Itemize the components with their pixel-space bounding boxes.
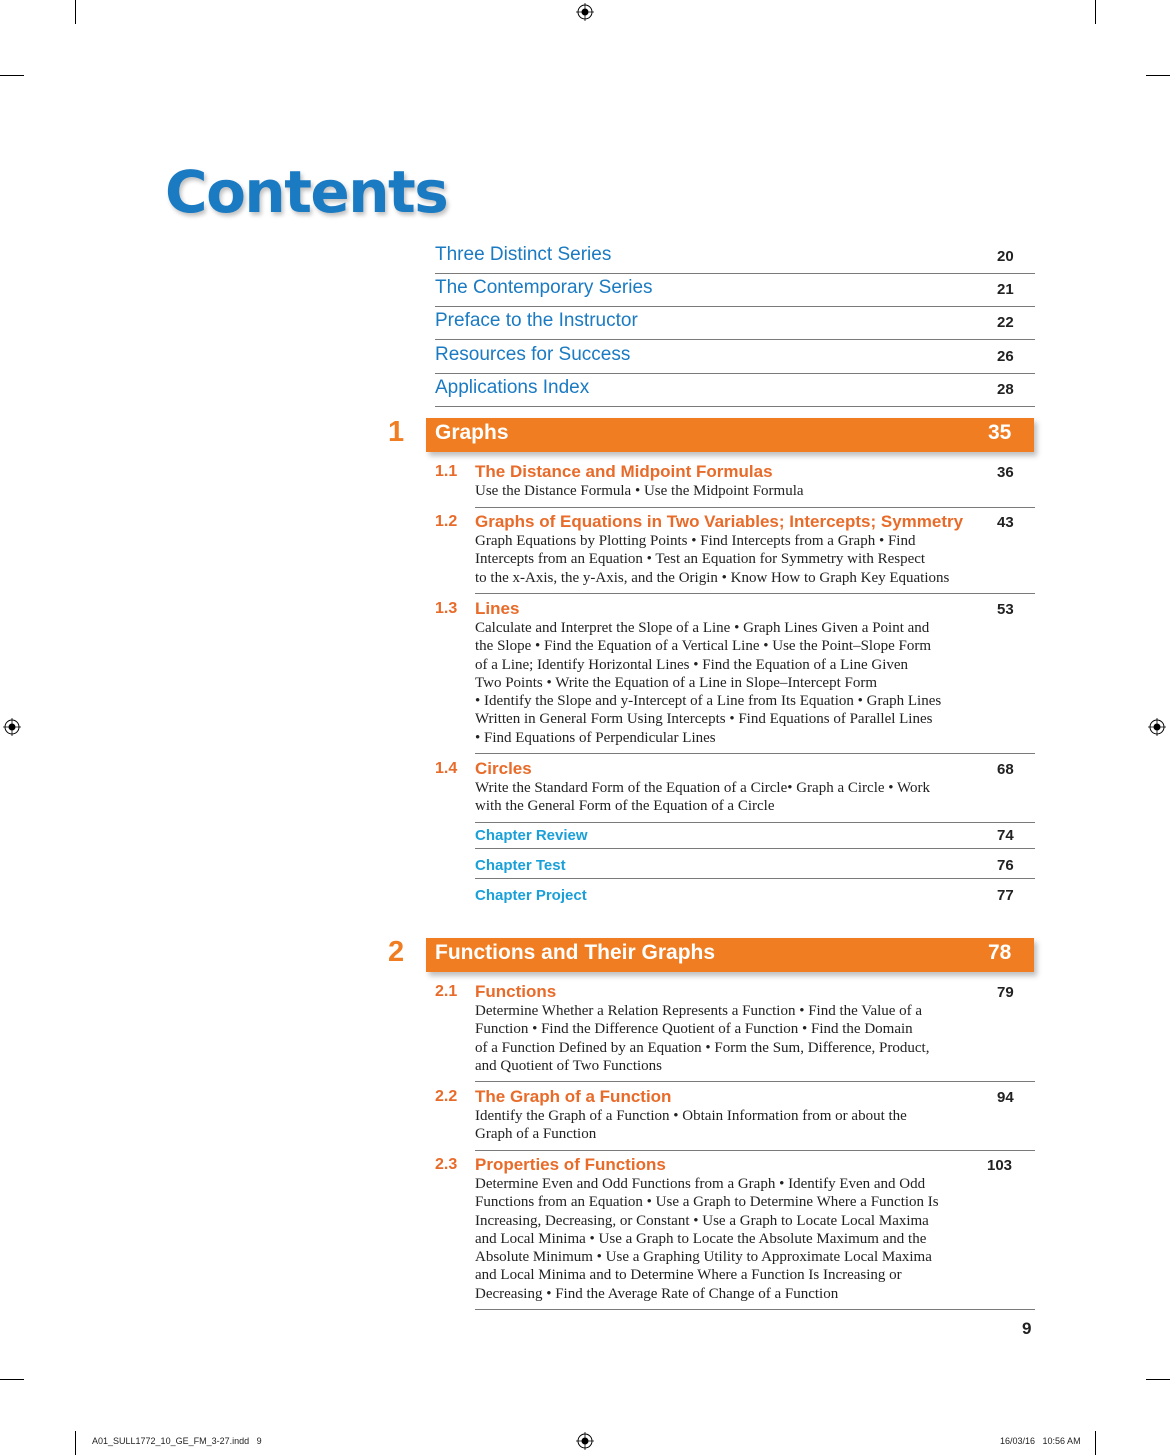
section-title: Lines: [475, 599, 520, 618]
section-page: 36: [997, 464, 1014, 481]
section-title: Functions: [475, 982, 557, 1001]
section-page: 53: [997, 601, 1014, 618]
divider: [475, 753, 1035, 754]
toc-front-label: The Contemporary Series: [435, 277, 653, 298]
chapter-number: 2: [388, 936, 405, 968]
section-page: 103: [987, 1157, 1013, 1174]
divider: [475, 1309, 1035, 1310]
divider: [475, 878, 1035, 879]
registration-mark-icon: [576, 3, 594, 21]
slug-file: A01_SULL1772_10_GE_FM_3-27.indd 9: [92, 1436, 262, 1446]
chapter-extra-label: Chapter Project: [475, 887, 587, 904]
toc-front-item[interactable]: [435, 340, 1035, 374]
section-description: Write the Standard Form of the Equation of a Circle• Graph a Circle • Work with the General Form of the Equation of a Circle: [475, 780, 930, 815]
chapter-extra-page: 76: [997, 857, 1014, 874]
section-page: 43: [997, 514, 1014, 531]
crop-mark: [75, 0, 76, 24]
toc-front-page: 21: [997, 281, 1014, 298]
toc-front-page: 26: [997, 348, 1014, 365]
chapter-extra-page: 77: [997, 887, 1014, 904]
section-number: 2.3: [435, 1156, 458, 1173]
toc-front-item[interactable]: [435, 306, 1035, 340]
toc-front-item[interactable]: [435, 373, 1035, 407]
crop-mark: [1095, 1431, 1096, 1455]
divider: [475, 1150, 1035, 1151]
divider: [475, 1081, 1035, 1082]
page-title: Contents: [165, 158, 448, 226]
section-number: 2.2: [435, 1088, 458, 1105]
crop-mark: [0, 1379, 24, 1380]
toc-front-label: Preface to the Instructor: [435, 310, 638, 331]
registration-mark-icon: [576, 1432, 594, 1450]
section-page: 68: [997, 761, 1014, 778]
chapter-page: 35: [988, 421, 1012, 444]
toc-front-item[interactable]: [435, 240, 1035, 274]
toc-front-label: Three Distinct Series: [435, 244, 612, 265]
chapter-extra-label: Chapter Review: [475, 827, 588, 844]
divider: [475, 822, 1035, 823]
registration-mark-icon: [3, 718, 21, 736]
section-page: 94: [997, 1089, 1014, 1106]
crop-mark: [0, 75, 24, 76]
crop-mark: [1146, 1379, 1170, 1380]
chapter-extra-label: Chapter Test: [475, 857, 566, 874]
section-number: 1.2: [435, 513, 458, 530]
toc-front-label: Resources for Success: [435, 344, 631, 365]
section-description: Use the Distance Formula • Use the Midpoint Formula: [475, 483, 804, 499]
page-number: 9: [1022, 1319, 1032, 1338]
section-description: Determine Even and Odd Functions from a Graph • Identify Even and Odd Functions from an Equation • Use a Graph to Determine Where a Function Is Increasing, Decreasing, or Constant • Use a Graph to Locate Local Maxima and Local Minima • Use a Graph to Locate the Absolute Maximum and the Absolute Minimum • Use a Graphing Utility to Approximate Local Maxima and Local Minima and to Determine Where a Function Is Increasing or Decreasing • Find the Average Rate of Change of a Function: [475, 1176, 939, 1302]
slug-timestamp: 16/03/16 10:56 AM: [1000, 1436, 1081, 1446]
section-page: 79: [997, 984, 1014, 1001]
section-title: The Graph of a Function: [475, 1087, 672, 1106]
section-description: Determine Whether a Relation Represents a Function • Find the Value of a Function • Find the Difference Quotient of a Function • Find the Domain of a Function Defined by an Equation • Form the Sum, Difference, Product, and Quotient of Two Functions: [475, 1003, 930, 1074]
crop-mark: [1095, 0, 1096, 24]
crop-mark: [1146, 75, 1170, 76]
divider: [475, 848, 1035, 849]
crop-mark: [75, 1431, 76, 1455]
toc-front-page: 22: [997, 314, 1014, 331]
chapter-title: Graphs: [435, 421, 509, 444]
section-number: 2.1: [435, 983, 458, 1000]
chapter-title: Functions and Their Graphs: [435, 941, 716, 964]
registration-mark-icon: [1148, 718, 1166, 736]
section-title: Graphs of Equations in Two Variables; Intercepts; Symmetry: [475, 512, 964, 531]
section-title: Properties of Functions: [475, 1155, 666, 1174]
chapter-page: 78: [988, 941, 1012, 964]
toc-front-label: Applications Index: [435, 377, 590, 398]
section-description: Identify the Graph of a Function • Obtain Information from or about the Graph of a Function: [475, 1108, 907, 1143]
chapter-header[interactable]: [426, 418, 1034, 452]
toc-front-item[interactable]: [435, 273, 1035, 307]
section-description: Graph Equations by Plotting Points • Find Intercepts from a Graph • Find Intercepts from an Equation • Test an Equation for Symmetry with Respect to the x-Axis, the y-Axis, and the Origin • Know How to Graph Key Equations: [475, 533, 950, 586]
section-number: 1.1: [435, 463, 458, 480]
section-description: Calculate and Interpret the Slope of a Line • Graph Lines Given a Point and the Slope • Find the Equation of a Vertical Line • Use the Point–Slope Form of a Line; Identify Horizontal Lines • Find the Equation of a Line Given Two Points • Write the Equation of a Line in Slope–Intercept Form • Identify the Slope and y-Intercept of a Line from Its Equation • Graph Lines Written in General Form Using Intercepts • Find Equations of Parallel Lines • Find Equations of Perpendicular Lines: [475, 620, 942, 746]
section-number: 1.4: [435, 760, 458, 777]
section-number: 1.3: [435, 600, 458, 617]
chapter-number: 1: [388, 416, 405, 448]
chapter-extra-page: 74: [997, 827, 1014, 844]
section-title: Circles: [475, 759, 532, 778]
toc-front-page: 20: [997, 248, 1014, 265]
toc-front-page: 28: [997, 381, 1014, 398]
section-title: The Distance and Midpoint Formulas: [475, 462, 773, 481]
divider: [475, 507, 1035, 508]
chapter-header[interactable]: [426, 938, 1034, 972]
divider: [475, 593, 1035, 594]
